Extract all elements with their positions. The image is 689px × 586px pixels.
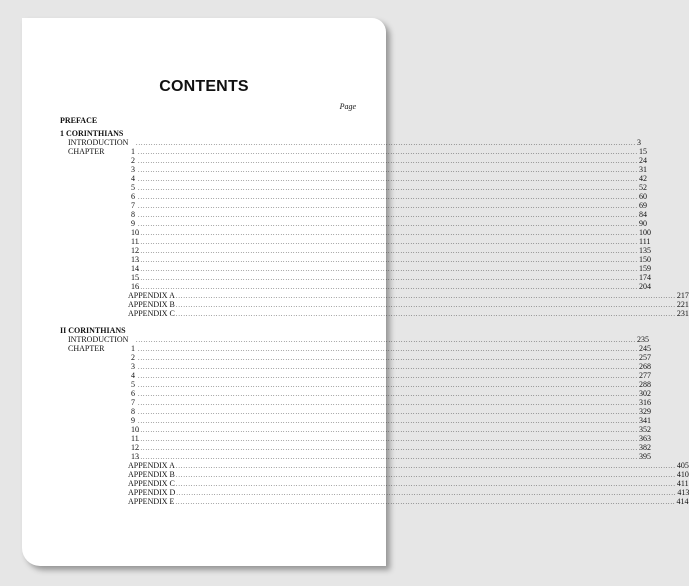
- dot-leader: ........................................................................................................................................................................................................: [175, 294, 676, 300]
- page-number: 217: [676, 291, 689, 300]
- leader-row: [138, 264, 651, 273]
- page-number: 382: [639, 443, 651, 452]
- dot-leader: ........................................................................................................................................................................................................: [136, 141, 636, 147]
- toc-entry-chapter[interactable]: [60, 273, 651, 282]
- leader-row: [128, 470, 689, 479]
- appendix-label: APPENDIX D: [128, 488, 176, 497]
- toc-entry-chapter[interactable]: [60, 147, 647, 156]
- page-number: 204: [639, 282, 651, 291]
- page-number: 231: [676, 309, 689, 318]
- leader-row: [138, 165, 647, 174]
- page-number: 159: [639, 264, 651, 273]
- page-number: 31: [639, 165, 647, 174]
- dot-leader: ........................................................................................................................................................................................................: [175, 482, 676, 488]
- chapter-number: 7: [131, 201, 135, 210]
- chapter-number: 7: [131, 398, 135, 407]
- dot-leader: ........................................................................................................................................................................................................: [138, 186, 638, 192]
- page-number: 221: [676, 300, 689, 309]
- page-number: 268: [639, 362, 651, 371]
- dot-leader: ........................................................................................................................................................................................................: [136, 338, 636, 344]
- page-number: 414: [676, 497, 689, 506]
- page-number: 52: [639, 183, 647, 192]
- section-heading-label: 1 CORINTHIANS: [60, 129, 124, 138]
- toc-entry-chapter[interactable]: [60, 389, 651, 398]
- toc-entry-chapter[interactable]: [60, 416, 651, 425]
- dot-leader: ........................................................................................................................................................................................................: [176, 491, 677, 497]
- leader-row: [138, 416, 651, 425]
- page-number: 329: [639, 407, 651, 416]
- dot-leader: ........................................................................................................................................................................................................: [138, 410, 638, 416]
- page-number: 288: [639, 380, 651, 389]
- toc-entry-chapter[interactable]: [60, 255, 651, 264]
- page-number: 135: [639, 246, 651, 255]
- leader-row: [136, 335, 649, 344]
- dot-leader: ........................................................................................................................................................................................................: [175, 464, 676, 470]
- toc-entry-chapter[interactable]: [60, 246, 651, 255]
- toc-entry-chapter[interactable]: [60, 344, 651, 353]
- toc-entry-appendix[interactable]: [60, 300, 689, 309]
- section-heading-label: II CORINTHIANS: [60, 326, 126, 335]
- document-page: [22, 18, 689, 566]
- page-number: 245: [639, 344, 651, 353]
- page-number: 341: [639, 416, 651, 425]
- leader-row: [128, 461, 689, 470]
- appendix-label: APPENDIX C: [128, 309, 175, 318]
- toc-entry-appendix[interactable]: [60, 497, 689, 506]
- dot-leader: ........................................................................................................................................................................................................: [138, 177, 638, 183]
- page-number: 24: [639, 156, 647, 165]
- leader-row: [138, 246, 651, 255]
- leader-row: [138, 389, 651, 398]
- chapter-number: 8: [131, 407, 135, 416]
- leader-row: [138, 237, 651, 246]
- dot-leader: ........................................................................................................................................................................................................: [138, 446, 638, 452]
- page-number: 413: [677, 488, 689, 497]
- page-number: 277: [639, 371, 651, 380]
- leader-row: [138, 201, 647, 210]
- chapter-number: 3: [131, 362, 135, 371]
- toc-entry-chapter[interactable]: [60, 407, 651, 416]
- dot-leader: ........................................................................................................................................................................................................: [138, 419, 638, 425]
- toc-entry-chapter[interactable]: [60, 192, 647, 201]
- page-number: 395: [639, 452, 651, 461]
- chapter-number: 6: [131, 192, 135, 201]
- chapter-number: 3: [131, 165, 135, 174]
- chapter-number: 16: [131, 282, 139, 291]
- leader-row: [138, 219, 647, 228]
- toc-entry-chapter[interactable]: [60, 156, 647, 165]
- leader-row: [138, 228, 651, 237]
- dot-leader: ........................................................................................................................................................................................................: [138, 213, 638, 219]
- chapter-number: 10: [131, 228, 139, 237]
- toc-entry-chapter[interactable]: [60, 228, 651, 237]
- page-number: 3: [637, 138, 641, 147]
- dot-leader: ........................................................................................................................................................................................................: [138, 383, 638, 389]
- page-number: 302: [639, 389, 651, 398]
- leader-row: [138, 147, 647, 156]
- leader-row: [138, 282, 651, 291]
- page-number: 405: [676, 461, 689, 470]
- leader-row: [128, 488, 689, 497]
- page-number: 84: [639, 210, 647, 219]
- toc-entry-chapter[interactable]: [60, 380, 651, 389]
- leader-row: [138, 183, 647, 192]
- leader-row: [138, 452, 651, 461]
- page-number: 60: [639, 192, 647, 201]
- introduction-label: INTRODUCTION: [68, 335, 129, 344]
- page-number: 90: [639, 219, 647, 228]
- page-number: 352: [639, 425, 651, 434]
- leader-row: [138, 174, 647, 183]
- page-number: 174: [639, 273, 651, 282]
- preface-entry[interactable]: [60, 116, 354, 125]
- leader-row: [138, 425, 651, 434]
- page-number: 411: [676, 479, 689, 488]
- toc-entry-chapter[interactable]: [60, 264, 651, 273]
- page-number: 257: [639, 353, 651, 362]
- chapter-number: 14: [131, 264, 139, 273]
- appendix-label: APPENDIX B: [128, 470, 175, 479]
- page-number: 316: [639, 398, 651, 407]
- dot-leader: ........................................................................................................................................................................................................: [138, 249, 638, 255]
- chapter-label: CHAPTER: [68, 147, 105, 156]
- toc-entry-chapter[interactable]: [60, 452, 651, 461]
- toc-entry-appendix[interactable]: [60, 488, 689, 497]
- toc-entry-appendix[interactable]: [60, 479, 689, 488]
- dot-leader: ........................................................................................................................................................................................................: [138, 204, 638, 210]
- chapter-number: 4: [131, 371, 135, 380]
- toc-entry-appendix[interactable]: [60, 309, 689, 318]
- dot-leader: ........................................................................................................................................................................................................: [138, 401, 638, 407]
- dot-leader: ........................................................................................................................................................................................................: [138, 258, 638, 264]
- chapter-number: 11: [131, 434, 139, 443]
- page-number: 363: [639, 434, 651, 443]
- page-number: 410: [676, 470, 689, 479]
- chapter-number: 13: [131, 255, 139, 264]
- page-number: 111: [639, 237, 651, 246]
- leader-row: [138, 407, 651, 416]
- leader-row: [128, 479, 689, 488]
- dot-leader: ........................................................................................................................................................................................................: [138, 240, 638, 246]
- leader-row: [128, 300, 689, 309]
- chapter-number: 2: [131, 353, 135, 362]
- table-of-contents: [60, 116, 689, 506]
- toc-entry-appendix[interactable]: [60, 461, 689, 470]
- page-number: 42: [639, 174, 647, 183]
- page-number: 150: [639, 255, 651, 264]
- dot-leader: ........................................................................................................................................................................................................: [138, 285, 638, 291]
- dot-leader: ........................................................................................................................................................................................................: [138, 150, 638, 156]
- appendix-label: APPENDIX B: [128, 300, 175, 309]
- toc-entry-appendix[interactable]: [60, 470, 689, 479]
- page-number: 235: [637, 335, 649, 344]
- dot-leader: ........................................................................................................................................................................................................: [175, 473, 676, 479]
- chapter-number: 9: [131, 219, 135, 228]
- dot-leader: ........................................................................................................................................................................................................: [138, 231, 638, 237]
- leader-row: [138, 398, 651, 407]
- chapter-number: 8: [131, 210, 135, 219]
- toc-entry-chapter[interactable]: [60, 371, 651, 380]
- dot-leader: ........................................................................................................................................................................................................: [175, 500, 676, 506]
- dot-leader: ........................................................................................................................................................................................................: [138, 267, 638, 273]
- appendix-label: APPENDIX A: [128, 461, 175, 470]
- leader-row: [138, 255, 651, 264]
- toc-entry-chapter[interactable]: [60, 434, 651, 443]
- appendix-label: APPENDIX C: [128, 479, 175, 488]
- dot-leader: ........................................................................................................................................................................................................: [138, 374, 638, 380]
- page-column-label: Page: [339, 102, 356, 111]
- leader-row: [138, 371, 651, 380]
- leader-row: [136, 138, 641, 147]
- dot-leader: ........................................................................................................................................................................................................: [138, 455, 638, 461]
- toc-entry-chapter[interactable]: [60, 201, 647, 210]
- page-title: CONTENTS: [159, 78, 249, 95]
- toc-entry-chapter[interactable]: [60, 210, 647, 219]
- dot-leader: ........................................................................................................................................................................................................: [138, 347, 638, 353]
- chapter-number: 1: [131, 344, 135, 353]
- chapter-number: 5: [131, 183, 135, 192]
- chapter-number: 2: [131, 156, 135, 165]
- dot-leader: ........................................................................................................................................................................................................: [175, 312, 676, 318]
- chapter-number: 5: [131, 380, 135, 389]
- leader-row: [128, 497, 689, 506]
- toc-entry-chapter[interactable]: [60, 174, 647, 183]
- page-number: 15: [639, 147, 647, 156]
- leader-row: [138, 192, 647, 201]
- dot-leader: ........................................................................................................................................................................................................: [138, 392, 638, 398]
- chapter-number: 9: [131, 416, 135, 425]
- appendix-label: APPENDIX E: [128, 497, 175, 506]
- chapter-number: 4: [131, 174, 135, 183]
- page-number: 100: [639, 228, 651, 237]
- chapter-number: 13: [131, 452, 139, 461]
- page-number: 69: [639, 201, 647, 210]
- toc-entry-chapter[interactable]: [60, 398, 651, 407]
- section-heading: [60, 326, 354, 335]
- leader-row: [128, 291, 689, 300]
- chapter-number: 6: [131, 389, 135, 398]
- leader-row: [138, 434, 651, 443]
- leader-row: [138, 353, 651, 362]
- dot-leader: ........................................................................................................................................................................................................: [138, 356, 638, 362]
- introduction-label: INTRODUCTION: [68, 138, 129, 147]
- chapter-number: 10: [131, 425, 139, 434]
- leader-row: [128, 309, 689, 318]
- leader-row: [138, 362, 651, 371]
- leader-row: [138, 273, 651, 282]
- leader-row: [138, 380, 651, 389]
- chapter-number: 1: [131, 147, 135, 156]
- toc-entry-chapter[interactable]: [60, 237, 651, 246]
- leader-row: [138, 344, 651, 353]
- toc-entry-chapter[interactable]: [60, 282, 651, 291]
- leader-row: [138, 156, 647, 165]
- leader-row: [138, 210, 647, 219]
- appendix-label: APPENDIX A: [128, 291, 175, 300]
- dot-leader: ........................................................................................................................................................................................................: [175, 303, 676, 309]
- toc-entry-chapter[interactable]: [60, 425, 651, 434]
- chapter-number: 12: [131, 443, 139, 452]
- leader-row: [138, 443, 651, 452]
- dot-leader: ........................................................................................................................................................................................................: [138, 437, 638, 443]
- dot-leader: ........................................................................................................................................................................................................: [138, 222, 638, 228]
- toc-entry-introduction[interactable]: [60, 335, 649, 344]
- chapter-label: CHAPTER: [68, 344, 105, 353]
- toc-entry-chapter[interactable]: [60, 165, 647, 174]
- toc-entry-chapter[interactable]: [60, 353, 651, 362]
- toc-entry-chapter[interactable]: [60, 219, 647, 228]
- dot-leader: ........................................................................................................................................................................................................: [138, 365, 638, 371]
- toc-entry-introduction[interactable]: [60, 138, 641, 147]
- toc-entry-chapter[interactable]: [60, 183, 647, 192]
- preface-label: PREFACE: [60, 116, 98, 125]
- chapter-number: 15: [131, 273, 139, 282]
- dot-leader: ........................................................................................................................................................................................................: [138, 168, 638, 174]
- section-heading: [60, 129, 354, 138]
- toc-entry-chapter[interactable]: [60, 362, 651, 371]
- chapter-number: 11: [131, 237, 139, 246]
- dot-leader: ........................................................................................................................................................................................................: [138, 195, 638, 201]
- dot-leader: ........................................................................................................................................................................................................: [138, 159, 638, 165]
- toc-entry-appendix[interactable]: [60, 291, 689, 300]
- chapter-number: 12: [131, 246, 139, 255]
- toc-entry-chapter[interactable]: [60, 443, 651, 452]
- dot-leader: ........................................................................................................................................................................................................: [138, 276, 638, 282]
- dot-leader: ........................................................................................................................................................................................................: [138, 428, 638, 434]
